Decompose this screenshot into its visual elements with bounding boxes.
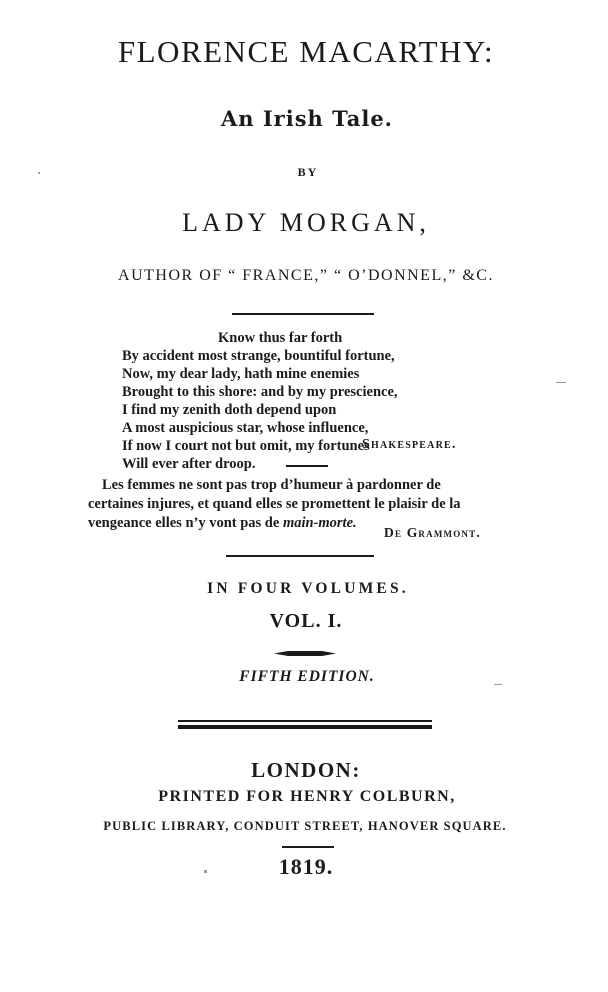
french-quote-text: vengeance elles n’y vont pas de	[88, 515, 283, 531]
divider-rule-small	[286, 465, 328, 467]
epigraph-line: Will ever after droop.	[122, 456, 256, 472]
epigraph-line: By accident most strange, bountiful fortune,	[122, 348, 395, 364]
epigraph-line: Brought to this shore: and by my prescience,	[122, 384, 398, 400]
by-line: BY	[297, 165, 319, 179]
paper-speck	[494, 684, 502, 685]
paper-speck	[204, 870, 207, 873]
french-quote-italic: main-morte.	[282, 515, 357, 531]
volume-count: IN FOUR VOLUMES.	[207, 580, 409, 597]
imprint-printer: PRINTED FOR HENRY COLBURN,	[158, 788, 456, 805]
ornamental-rule-icon	[274, 649, 336, 658]
french-quote-attribution: De Grammont.	[384, 525, 481, 540]
paper-speck	[556, 382, 566, 383]
double-rule-thick	[178, 725, 432, 729]
epigraph-attribution: Shakespeare.	[362, 437, 457, 452]
french-quote-line: Les femmes ne sont pas trop d’humeur à pardonner de	[102, 477, 441, 493]
imprint-city: LONDON:	[251, 758, 361, 782]
epigraph-line: I find my zenith doth depend upon	[122, 402, 337, 418]
double-rule-thin	[178, 720, 432, 722]
publication-year: 1819.	[278, 854, 334, 879]
imprint-address: PUBLIC LIBRARY, CONDUIT STREET, HANOVER SQUARE.	[103, 819, 507, 833]
book-title: FLORENCE MACARTHY:	[117, 34, 495, 69]
paper-speck	[38, 172, 40, 174]
epigraph-line: If now I court not but omit, my fortunes	[122, 438, 370, 454]
divider-rule-middle	[226, 555, 374, 557]
author-of-works: AUTHOR OF “ FRANCE,” “ O’DONNEL,” &C.	[118, 267, 494, 284]
edition: FIFTH EDITION.	[239, 668, 375, 685]
epigraph-line: A most auspicious star, whose influence,	[122, 420, 369, 436]
divider-rule-bottom	[282, 846, 334, 848]
french-quote-line: certaines injures, et quand elles se promettent le plaisir de la	[88, 496, 461, 512]
divider-rule-top	[232, 313, 374, 315]
epigraph	[122, 329, 398, 473]
author-name: LADY MORGAN,	[182, 208, 430, 237]
epigraph-line: Know thus far forth	[218, 330, 343, 346]
book-subtitle: An Irish Tale.	[220, 106, 393, 131]
volume-number: VOL. I.	[269, 610, 343, 632]
epigraph-line: Now, my dear lady, hath mine enemies	[122, 366, 360, 382]
